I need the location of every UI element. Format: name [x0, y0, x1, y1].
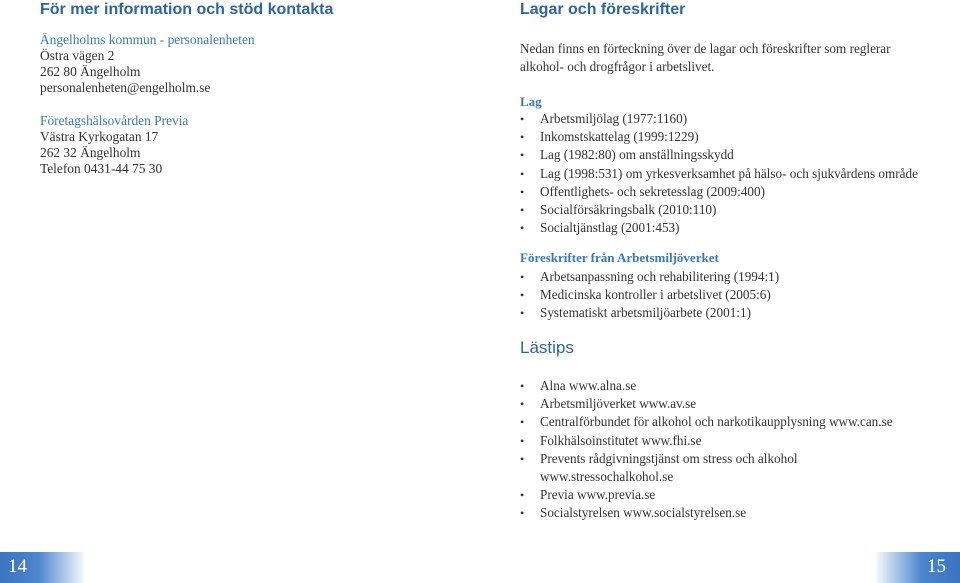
- lag-heading: Lag: [520, 94, 542, 109]
- foreskrifter-list: [520, 268, 950, 323]
- contact-name: Företagshälsovården Previa: [40, 113, 189, 128]
- list-item: • Socialstyrelsen www.socialstyrelsen.se: [520, 504, 950, 522]
- list-item: • Offentlighets- och sekretesslag (2009:400): [520, 183, 950, 201]
- list-item: • Arbetsmiljölag (1977:1160): [520, 110, 950, 128]
- contact-address: Västra Kyrkogatan 17: [40, 129, 159, 144]
- list-item: • Lag (1998:531) om yrkesverksamhet på hälso- och sjukvårdens område: [520, 165, 950, 183]
- contact-name: Ängelholms kommun - personalenheten: [40, 32, 255, 47]
- contact-postal: 262 80 Ängelholm: [40, 64, 141, 79]
- contact-kommun: [40, 32, 255, 96]
- list-item: • Inkomstskattelag (1999:1229): [520, 128, 950, 146]
- contact-previa: [40, 113, 188, 177]
- lastips-heading: Lästips: [520, 338, 574, 357]
- list-item: • Arbetsanpassning och rehabilitering (1994:1): [520, 268, 950, 286]
- list-item: • Prevents rådgivningstjänst om stress och alkohol www.stressochalkohol.se: [520, 450, 820, 486]
- list-item: • Systematiskt arbetsmiljöarbete (2001:1): [520, 304, 950, 322]
- page-number-right-tab: [874, 552, 960, 583]
- list-item: • Previa www.previa.se: [520, 486, 950, 504]
- list-item: • Arbetsmiljöverket www.av.se: [520, 395, 950, 413]
- contact-heading: För mer information och stöd kontakta: [40, 1, 334, 18]
- list-item: • Socialförsäkringsbalk (2010:110): [520, 201, 950, 219]
- page-number-left: 14: [8, 556, 27, 577]
- list-item: • Centralförbundet för alkohol och narkotikaupplysning www.can.se: [520, 413, 950, 431]
- lastips-list: [520, 377, 950, 523]
- laws-heading: Lagar och föreskrifter: [520, 1, 686, 18]
- lag-list: [520, 110, 950, 237]
- page-number-right: 15: [927, 556, 946, 577]
- list-item: • Socialtjänstlag (2001:453): [520, 219, 950, 237]
- foreskrifter-heading: Föreskrifter från Arbetsmiljöverket: [520, 250, 719, 265]
- list-item: • Medicinska kontroller i arbetslivet (2005:6): [520, 286, 950, 304]
- list-item: • Folkhälsoinstitutet www.fhi.se: [520, 432, 950, 450]
- contact-address: Östra vägen 2: [40, 48, 115, 63]
- laws-intro: Nedan finns en förteckning över de lagar och föreskrifter som reglerar alkohol- och drogfrågor i arbetslivet.: [520, 41, 891, 74]
- page-number-left-tab: [0, 552, 86, 583]
- contact-postal: 262 32 Ängelholm: [40, 145, 141, 160]
- contact-email-link[interactable]: personalenheten@engelholm.se: [40, 80, 211, 95]
- list-item: • Alna www.alna.se: [520, 377, 950, 395]
- contact-phone: Telefon 0431-44 75 30: [40, 161, 163, 176]
- list-item: • Lag (1982:80) om anställningsskydd: [520, 146, 950, 164]
